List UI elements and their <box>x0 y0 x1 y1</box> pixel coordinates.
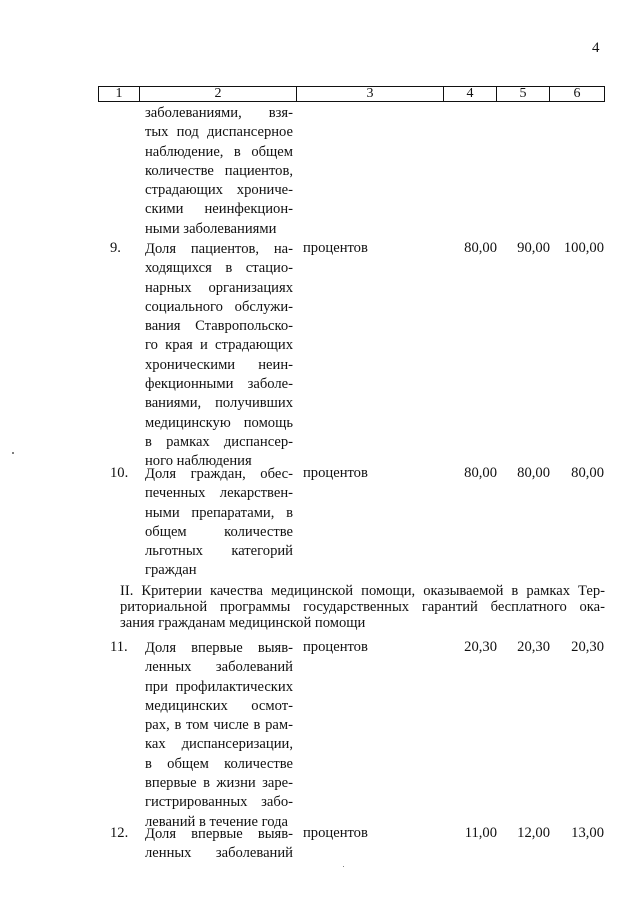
value-col4: 80,00 <box>464 240 497 256</box>
header-cell: 3 <box>297 87 444 101</box>
row-description <box>145 825 293 864</box>
text-line: медицинских осмот- <box>145 697 293 714</box>
value-col6: 100,00 <box>563 240 604 256</box>
text-line: медицинскую помощь <box>145 414 293 431</box>
row-number: 12. <box>110 825 129 841</box>
text-line: наблюдение, в общем <box>145 143 293 160</box>
header-cell: 4 <box>444 87 497 101</box>
text-line: ными препаратами, в <box>145 504 293 521</box>
text-line: Доля впервые выяв- <box>145 640 293 656</box>
text-line: тых под диспансерное <box>145 124 293 141</box>
text-line: граждан <box>145 562 197 579</box>
value-col4: 20,30 <box>464 639 497 655</box>
continuation-text <box>145 104 293 239</box>
unit-cell: процентов <box>303 240 368 256</box>
text-line: вания Ставропольско- <box>145 318 293 335</box>
text-line: ленных заболеваний <box>145 659 293 676</box>
text-line: ваниями, получивших <box>145 395 293 412</box>
text-line: ными заболеваниями <box>145 220 277 237</box>
scan-speck <box>343 866 344 867</box>
heading-line: II. Критерии качества медицинской помощи, оказываемой в рамках Тер- <box>120 583 605 599</box>
text-line: рах, в том числе в рам- <box>145 717 293 734</box>
text-line: го края и страдающих <box>145 337 293 354</box>
text-line: нарных организациях <box>145 279 293 296</box>
text-line: заболеваниями, взя- <box>145 105 293 121</box>
unit-cell: процентов <box>303 465 368 481</box>
heading-line: риториальной программы государственных гарантий бесплатного ока- <box>120 599 605 615</box>
text-line: ленных заболеваний <box>145 845 293 862</box>
text-line: Доля впервые выяв- <box>145 826 293 842</box>
text-line: леваний в течение года <box>145 813 289 830</box>
heading-line: зания гражданам медицинской помощи <box>120 615 366 631</box>
text-line: скими неинфекцион- <box>145 201 293 218</box>
text-line: в рамках диспансер- <box>145 433 293 450</box>
text-line: льготных категорий <box>145 543 293 560</box>
text-line: Доля граждан, обес- <box>145 466 293 482</box>
text-line: ках диспансеризации, <box>145 736 293 753</box>
text-line: хроническими неин- <box>145 356 293 373</box>
text-line: Доля пациентов, на- <box>145 241 293 257</box>
text-line: количестве пациентов, <box>145 162 293 179</box>
table-header <box>98 86 605 102</box>
text-line: гистрированных забо- <box>145 794 293 811</box>
text-line: ходящихся в стацио- <box>145 260 293 277</box>
row-description <box>145 465 293 581</box>
row-number: 9. <box>110 240 121 256</box>
header-cell: 5 <box>497 87 550 101</box>
header-cell: 1 <box>99 87 140 101</box>
page-number: 4 <box>592 40 600 56</box>
value-col5: 12,00 <box>517 825 550 841</box>
text-line: общем количестве <box>145 523 293 540</box>
row-description <box>145 639 293 832</box>
text-line: фекционными заболе- <box>145 376 293 393</box>
unit-cell: процентов <box>303 639 368 655</box>
row-description <box>145 240 293 472</box>
row-number: 10. <box>110 465 129 481</box>
section-heading <box>120 583 605 631</box>
value-col4: 11,00 <box>464 825 497 841</box>
value-col6: 13,00 <box>571 825 604 841</box>
unit-cell: процентов <box>303 825 368 841</box>
value-col5: 20,30 <box>517 639 550 655</box>
value-col6: 80,00 <box>571 465 604 481</box>
text-line: социального обслужи- <box>145 298 293 315</box>
header-cell: 2 <box>140 87 297 101</box>
value-col5: 80,00 <box>517 465 550 481</box>
value-col4: 80,00 <box>464 465 497 481</box>
text-line: ного наблюдения <box>145 453 252 470</box>
header-cell: 6 <box>573 86 581 101</box>
value-col5: 90,00 <box>517 240 550 256</box>
text-line: в общем количестве <box>145 755 293 772</box>
text-line: впервые в жизни заре- <box>145 775 293 792</box>
text-line: страдающих хрониче- <box>145 182 293 199</box>
row-number: 11. <box>110 639 128 655</box>
text-line: при профилактических <box>145 678 293 695</box>
text-line: печенных лекарствен- <box>145 485 293 502</box>
scan-speck <box>12 452 14 454</box>
value-col6: 20,30 <box>571 639 604 655</box>
